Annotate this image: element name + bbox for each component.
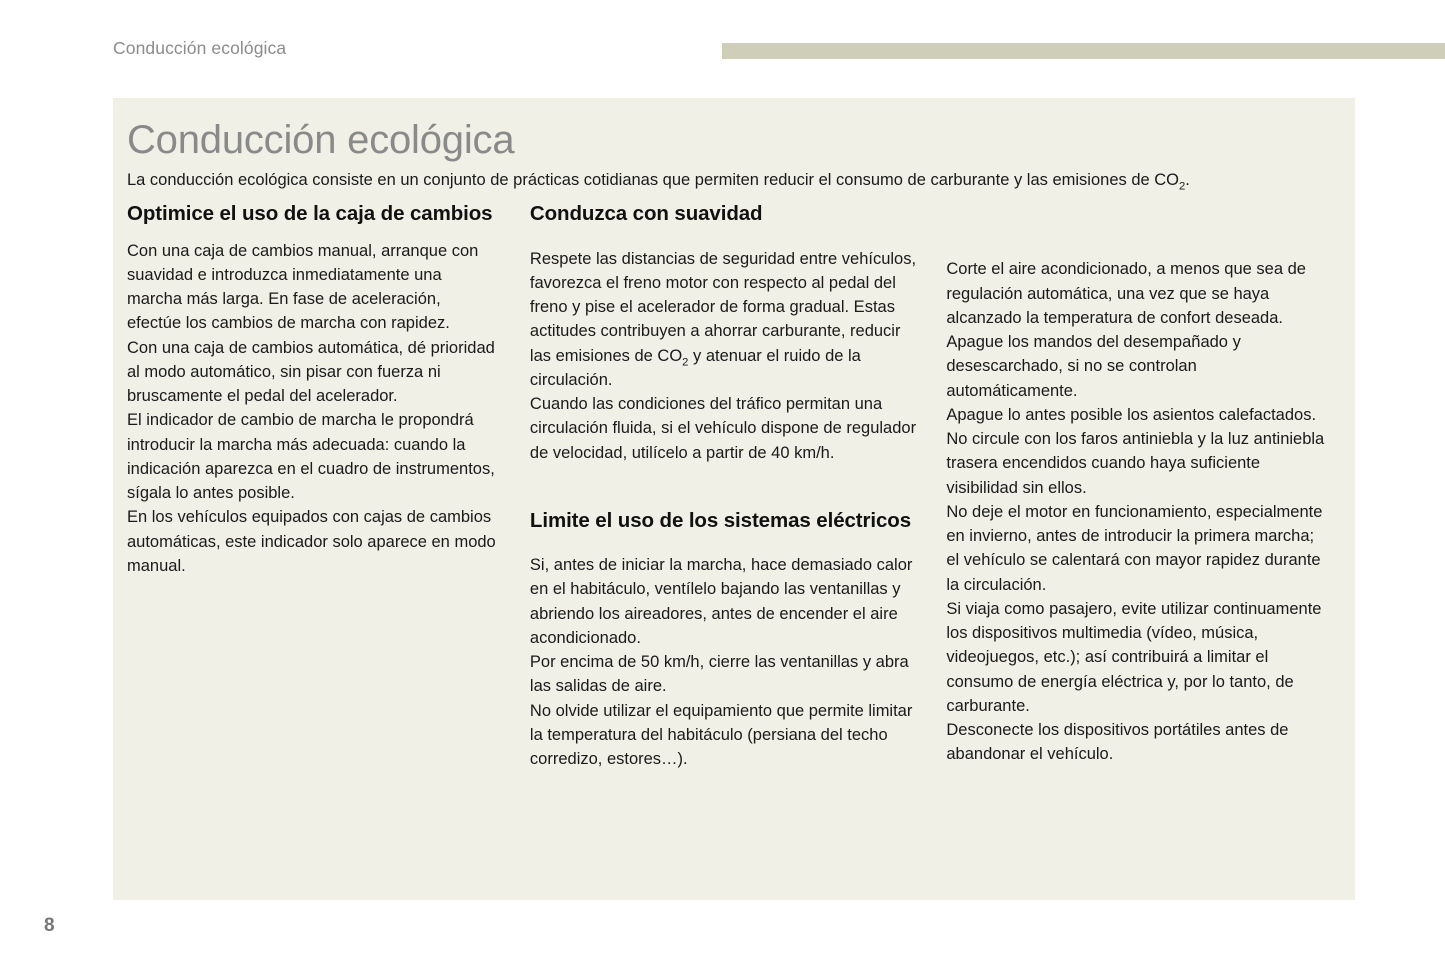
col2-p1-part2: y atenuar el ruido de la circulación. xyxy=(529,346,861,389)
header-accent-bar xyxy=(722,43,1445,59)
heading-conduzca-con-suavidad: Conduzca con suavidad xyxy=(529,202,763,226)
col3-paragraph-4: No circule con los faros antiniebla y la luz antiniebla trasera encendidos cuando haya suficiente visibilidad sin ellos. xyxy=(946,430,1325,497)
content-panel xyxy=(113,98,1355,900)
col3-paragraph-3: Apague lo antes posible los asientos calefactados. xyxy=(946,405,1317,424)
intro-text-part1: La conducción ecológica consiste en un conjunto de prácticas cotidianas que permiten reducir el consumo de carburante y las emisiones de CO xyxy=(127,171,1180,189)
intro-text-part2: . xyxy=(1185,171,1190,189)
col1-paragraph-4: En los vehículos equipados con cajas de cambios automáticas, este indicador solo aparece en modo manual. xyxy=(127,508,496,575)
col1-paragraph-2: Con una caja de cambios automática, dé prioridad al modo automático, sin pisar con fuerza ni bruscamente el pedal del acelerador. xyxy=(127,338,495,406)
col1-paragraph-3: El indicador de cambio de marcha le propondrá introducir la marcha más adecuada: cuando la indicación aparezca en el cuadro de instrumentos, sígala lo antes posible. xyxy=(127,411,495,503)
col3-paragraph-5: No deje el motor en funcionamiento, especialmente en invierno, antes de introducir la primera marcha; el vehículo se calentará con mayor rapidez durante la circulación. xyxy=(946,502,1323,594)
col3-paragraph-2: Apague los mandos del desempañado y desescarchado, si no se controlan automáticamente. xyxy=(946,333,1241,400)
col2-paragraph-5: No olvide utilizar el equipamiento que permite limitar la temperatura del habitáculo (persiana del techo corredizo, estores…). xyxy=(529,701,913,769)
col2-p1-part1: Respete las distancias de seguridad entre vehículos, favorezca el freno motor con respecto al pedal del freno y pise el acelerador de forma gradual. Estas actitudes contribuyen a ahorrar carburante, reducir las emisiones de CO xyxy=(529,249,917,365)
col2-paragraph-2: Cuando las condiciones del tráfico permitan una circulación fluida, si el vehículo dispone de regulador de velocidad, utilícelo a partir de 40 km/h. xyxy=(529,395,917,462)
page-number: 8 xyxy=(44,915,55,936)
col3-paragraph-6: Si viaja como pasajero, evite utilizar continuamente los dispositivos multimedia (vídeo, música, videojuegos, etc.); así contribuirá a limitar el consumo de energía eléctrica y, por lo tanto, de carburante. xyxy=(946,599,1322,715)
col2-paragraph-4: Por encima de 50 km/h, cierre las ventanillas y abra las salidas de aire. xyxy=(529,653,909,696)
three-column-body xyxy=(127,202,1329,771)
column-one xyxy=(127,202,530,771)
intro-paragraph xyxy=(127,169,1307,192)
heading-limite-sistemas-electricos: Limite el uso de los sistemas eléctricos xyxy=(529,508,912,532)
heading-optimice-caja-cambios: Optimice el uso de la caja de cambios xyxy=(127,202,493,226)
column-three xyxy=(938,202,1329,771)
intro-subscript: 2 xyxy=(1179,180,1186,193)
col3-paragraph-7: Desconecte los dispositivos portátiles antes de abandonar el vehículo. xyxy=(946,721,1289,764)
column-two xyxy=(530,202,938,771)
col3-paragraph-1: Corte el aire acondicionado, a menos que sea de regulación automática, una vez que se haya alcanzado la temperatura de confort deseada. xyxy=(946,260,1306,327)
page-title: Conducción ecológica xyxy=(127,118,515,162)
col2-paragraph-1 xyxy=(530,247,920,393)
col2-p1-subscript: 2 xyxy=(682,355,689,368)
col2-paragraph-3: Si, antes de iniciar la marcha, hace demasiado calor en el habitáculo, ventílelo bajando las ventanillas y abriendo los aireadores, antes de encender el aire acondicionado. xyxy=(529,556,913,647)
running-header-title: Conducción ecológica xyxy=(113,38,287,58)
col1-paragraph-1: Con una caja de cambios manual, arranque con suavidad e introduzca inmediatamente una marcha más larga. En fase de aceleración, efectúe los cambios de marcha con rapidez. xyxy=(127,241,479,333)
